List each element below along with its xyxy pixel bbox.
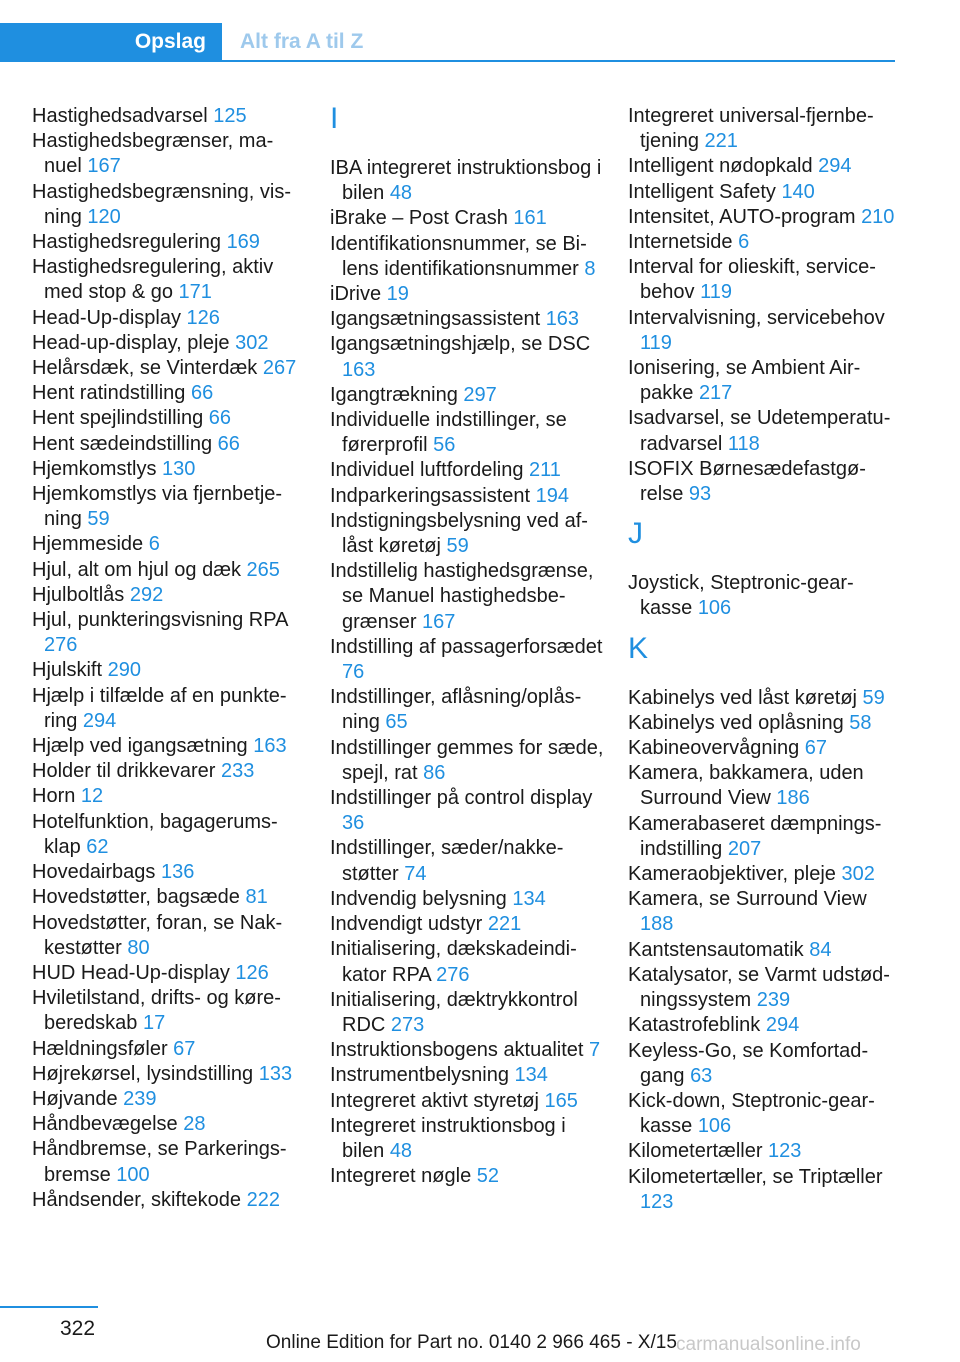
index-entry: [330, 282, 605, 307]
index-entry: [32, 104, 302, 129]
entry-text: Katalysator, se Varmt udstødningssystem: [628, 963, 890, 1012]
entry-text: Hjælp i tilfælde af en punktering: [32, 684, 287, 732]
page-link[interactable]: 76: [342, 661, 365, 684]
index-entry: [628, 571, 898, 621]
entry-text: Hent ratindstilling: [32, 382, 191, 405]
index-entry: [32, 885, 302, 910]
index-entry: [32, 406, 302, 431]
letter-heading-text: I: [330, 102, 339, 135]
entry-text: Indstillinger, sæder/nakkestøtter: [330, 837, 564, 885]
entry-text: Kilometertæller, se Triptæller: [628, 1165, 883, 1188]
page-link[interactable]: 17: [142, 1012, 166, 1035]
page-link[interactable]: 134: [514, 1064, 548, 1087]
entry-text: Håndbremse, se Parkeringsbremse: [32, 1138, 287, 1186]
entry-text: Hjulskift: [32, 659, 108, 682]
entry-text: Hjul, alt om hjul og dæk: [32, 558, 247, 581]
entry-text: Igangtrækning: [330, 383, 464, 406]
entry-text: Kabineovervågning: [628, 737, 805, 760]
page-link[interactable]: 59: [862, 686, 885, 709]
entry-text: Hovedstøtter, foran, se Nakkestøtter: [32, 911, 283, 959]
entry-text: Indstillinger, aflåsning/oplåsning: [330, 686, 582, 734]
index-letter-heading: [628, 519, 898, 571]
index-entry: [628, 1089, 898, 1139]
page-link[interactable]: 59: [446, 535, 469, 558]
page-link[interactable]: 133: [258, 1062, 293, 1085]
page-link[interactable]: 123: [640, 1190, 674, 1213]
index-entry: [330, 786, 605, 836]
entry-text: Head-Up-display: [32, 306, 187, 329]
entry-text: Hent spejlindstilling: [32, 407, 209, 430]
entry-text: iDrive: [330, 283, 387, 306]
page-link[interactable]: 100: [116, 1163, 150, 1186]
entry-text: Højvande: [32, 1087, 124, 1110]
entry-text: Kamera, bakkamera, uden Surround View: [628, 762, 864, 810]
page-link[interactable]: 119: [700, 281, 732, 304]
index-entry: [32, 558, 302, 583]
entry-text: Isadvarsel, se Udetemperaturadvarsel: [628, 407, 891, 455]
index-entry: [330, 635, 605, 685]
index-entry: [330, 685, 605, 735]
index-column-1: [32, 104, 302, 1213]
entry-text: Indparkeringsassistent: [330, 484, 536, 507]
page-link[interactable]: 12: [80, 785, 104, 808]
index-entry: [330, 156, 605, 206]
page-link[interactable]: 294: [818, 155, 852, 178]
index-entry: [330, 937, 605, 987]
index-entry: [32, 1188, 302, 1213]
index-entry: [32, 356, 302, 381]
page-link[interactable]: 65: [385, 711, 408, 734]
entry-text: Intelligent nødopkald: [628, 155, 819, 178]
entry-text: iBrake – Post Crash: [330, 207, 514, 230]
page-link[interactable]: 267: [262, 357, 297, 380]
index-entry: [32, 255, 302, 305]
entry-text: Hastighedsregulering, aktiv med stop & go: [32, 256, 274, 304]
page-link[interactable]: 84: [809, 938, 832, 961]
index-entry: [32, 230, 302, 255]
entry-text: Hjemmeside: [32, 533, 149, 556]
entry-text: Kamera, se Surround View: [628, 888, 867, 911]
header-bar: [0, 0, 960, 62]
index-entry: [330, 836, 605, 886]
page-link[interactable]: 6: [148, 533, 160, 556]
index-entry: [330, 1089, 605, 1114]
page-link[interactable]: 126: [186, 306, 220, 329]
page-link[interactable]: 106: [697, 1115, 732, 1138]
index-entry: [628, 1165, 898, 1215]
page-link[interactable]: 233: [220, 760, 255, 783]
page-link[interactable]: 163: [545, 308, 580, 331]
index-entry: [330, 408, 605, 458]
page-link[interactable]: 169: [226, 231, 260, 254]
index-entry: [628, 255, 898, 305]
tab-alt-fra-a-til-z[interactable]: Alt fra A til Z: [240, 29, 364, 53]
page-link[interactable]: 48: [389, 182, 413, 205]
footer-divider: [0, 1306, 98, 1308]
entry-text: Igangsætningsassistent: [330, 308, 546, 331]
page-link[interactable]: 125: [213, 105, 247, 127]
entry-text: Indstigningsbelysning ved aflåst køretøj: [330, 509, 588, 558]
entry-text: Instrumentbelysning: [330, 1064, 515, 1087]
entry-text: Indstillelig hastighedsgrænse, se Manuel hastighedsbegrænser: [330, 560, 594, 633]
index-entry: [32, 180, 302, 230]
index-entry: [330, 307, 605, 332]
index-entry: [330, 1063, 605, 1088]
page-link[interactable]: 48: [389, 1139, 413, 1162]
page-link[interactable]: 302: [841, 863, 875, 886]
index-entry: [330, 887, 605, 912]
page-link[interactable]: 239: [756, 989, 791, 1012]
entry-text: Hjælp ved igangsætning: [32, 735, 254, 758]
page-link[interactable]: 222: [246, 1188, 280, 1211]
entry-text: Individuelle indstillinger, se førerprofil: [330, 409, 567, 457]
page-link[interactable]: 221: [704, 130, 738, 153]
index-entry: [330, 559, 605, 635]
entry-text: Igangsætningshjælp, se DSC: [330, 333, 591, 356]
entry-text: Intelligent Safety: [628, 180, 782, 203]
page-link[interactable]: 290: [107, 659, 141, 682]
page-link[interactable]: 86: [423, 761, 446, 784]
index-column-3: [628, 104, 898, 1215]
tab-opslag[interactable]: Opslag: [0, 23, 222, 60]
page-link[interactable]: 52: [476, 1165, 499, 1188]
entry-text: Interval for olieskift, servicebehov: [628, 256, 876, 304]
index-entry: [628, 180, 898, 205]
page-link[interactable]: 56: [433, 434, 456, 457]
page-link[interactable]: 276: [44, 634, 78, 657]
entry-text: Indstillinger gemmes for sæde, spejl, rat: [330, 736, 604, 784]
entry-text: Kantstensautomatik: [628, 938, 810, 961]
page-link[interactable]: 188: [640, 913, 674, 936]
entry-text: IBA integreret instruktionsbog i bilen: [330, 157, 602, 205]
entry-text: Integreret nøgle: [330, 1165, 477, 1188]
entry-text: Hviletilstand, drifts- og køreberedskab: [32, 987, 281, 1035]
page-link[interactable]: 67: [804, 737, 828, 760]
entry-text: Indstilling af passagerforsædet: [330, 635, 603, 658]
index-entry: [628, 154, 898, 179]
index-entry: [32, 961, 302, 986]
page-link[interactable]: 171: [178, 281, 212, 304]
page-link[interactable]: 302: [235, 331, 269, 354]
index-entry: [32, 986, 302, 1036]
index-entry: [330, 509, 605, 559]
page-number: 322: [60, 1317, 96, 1340]
entry-text: Hotelfunktion, bagagerumsklap: [32, 810, 278, 858]
index-entry: [32, 684, 302, 734]
index-entry: [32, 306, 302, 331]
page-link[interactable]: 239: [123, 1087, 157, 1110]
index-entry: [330, 206, 605, 231]
page-link[interactable]: 134: [512, 887, 546, 910]
page-link[interactable]: 118: [727, 432, 760, 455]
entry-text: Hastighedsregulering: [32, 231, 227, 254]
page-link[interactable]: 66: [217, 432, 240, 455]
index-entry: [32, 1062, 302, 1087]
page-link[interactable]: 8: [584, 257, 596, 280]
entry-text: Integreret instruktionsbog i bilen: [330, 1114, 566, 1162]
index-entry: [628, 1139, 898, 1164]
letter-heading-text: K: [628, 631, 649, 665]
entry-text: Kamerabaseret dæmpningsindstilling: [628, 812, 882, 860]
page-link[interactable]: 211: [529, 459, 561, 482]
index-entry: [628, 356, 898, 406]
entry-text: Hastighedsadvarsel: [32, 105, 214, 127]
entry-text: Katastrofeblink: [628, 1014, 766, 1037]
entry-text: Integreret aktivt styretøj: [330, 1089, 545, 1112]
index-entry: [628, 230, 898, 255]
edition-text: Online Edition for Part no. 0140 2 966 465 - X/15: [266, 1332, 677, 1353]
page-link[interactable]: 210: [861, 205, 895, 228]
page-link[interactable]: 294: [82, 709, 117, 732]
index-column-2: [330, 104, 605, 1189]
index-entry: [628, 938, 898, 963]
page-link[interactable]: 80: [127, 936, 150, 959]
entry-text: Kameraobjektiver, pleje: [628, 863, 842, 886]
entry-text: Hovedstøtter, bagsæde: [32, 886, 246, 909]
page-link[interactable]: 36: [342, 812, 365, 835]
index-entry: [330, 484, 605, 509]
page-link[interactable]: 19: [386, 283, 409, 306]
page-link[interactable]: 7: [589, 1039, 601, 1062]
page-link[interactable]: 28: [183, 1113, 206, 1136]
header-divider: [0, 60, 895, 62]
entry-text: Indvendigt udstyr: [330, 913, 488, 936]
index-letter-heading: [330, 104, 605, 156]
index-entry: [32, 532, 302, 557]
entry-text: Indstillinger på control display: [330, 787, 593, 810]
index-entry: [32, 759, 302, 784]
page-link[interactable]: 163: [253, 735, 287, 758]
entry-text: Keyless-Go, se Komfortadgang: [628, 1039, 869, 1087]
page-link[interactable]: 81: [245, 886, 268, 909]
index-entry: [330, 1038, 605, 1063]
entry-text: Hent sædeindstilling: [32, 432, 218, 455]
entry-text: Initialisering, dæktrykkontrol RDC: [330, 988, 578, 1036]
page-link[interactable]: 186: [776, 787, 810, 810]
index-entry: [330, 232, 605, 282]
index-entry: [32, 1037, 302, 1062]
page-link[interactable]: 93: [688, 483, 712, 506]
index-entry: [330, 383, 605, 408]
entry-text: Kabinelys ved låst køretøj: [628, 686, 863, 709]
entry-text: Integreret universal-fjernbetjening: [628, 105, 874, 153]
entry-text: Kabinelys ved oplåsning: [628, 711, 850, 734]
index-entry: [330, 1114, 605, 1164]
entry-text: HUD Head-Up-display: [32, 961, 236, 984]
entry-text: Head-up-display, pleje: [32, 331, 236, 354]
page-link[interactable]: 276: [436, 963, 470, 986]
index-entry: [628, 406, 898, 456]
index-entry: [330, 912, 605, 937]
index-entry: [628, 205, 898, 230]
index-entry: [628, 736, 898, 761]
index-entry: [628, 457, 898, 507]
entry-text: Internetside: [628, 231, 739, 254]
page-link[interactable]: 67: [173, 1037, 196, 1060]
entry-text: Hjemkomstlys: [32, 457, 163, 480]
index-entry: [32, 1087, 302, 1112]
page-link[interactable]: 126: [235, 961, 269, 984]
watermark: carmanualsonline.info: [676, 1334, 861, 1355]
page-link[interactable]: 106: [697, 597, 732, 620]
page-link[interactable]: 130: [162, 457, 196, 480]
index-entry: [628, 686, 898, 711]
index-entry: [32, 734, 302, 759]
page-link[interactable]: 221: [487, 913, 522, 936]
entry-text: Kilometertæller: [628, 1140, 769, 1163]
entry-text: Hastighedsbegrænsning, visning: [32, 180, 292, 228]
page-link[interactable]: 297: [463, 383, 497, 406]
entry-text: Intervalvisning, servicebehov: [628, 306, 885, 329]
index-entry: [32, 583, 302, 608]
entry-text: Hjulboltlås: [32, 583, 130, 606]
entry-text: Holder til drikkevarer: [32, 760, 221, 783]
index-entry: [330, 736, 605, 786]
page-link[interactable]: 120: [87, 205, 121, 228]
index-entry: [32, 608, 302, 658]
page-link[interactable]: 123: [768, 1140, 802, 1163]
page-link[interactable]: 119: [640, 331, 672, 354]
index-entry: [32, 810, 302, 860]
entry-text: Indvendig belysning: [330, 887, 513, 910]
page-link[interactable]: 59: [87, 508, 110, 531]
entry-text: Kick-down, Steptronic-gearkasse: [628, 1089, 875, 1138]
index-entry: [628, 711, 898, 736]
entry-text: Hovedairbags: [32, 861, 161, 884]
entry-text: Hastighedsbegrænser, manuel: [32, 130, 274, 178]
page-link[interactable]: 194: [535, 484, 570, 507]
index-entry: [32, 482, 302, 532]
index-entry: [32, 432, 302, 457]
page-link[interactable]: 74: [404, 862, 427, 885]
page-link[interactable]: 163: [342, 358, 376, 381]
page-link[interactable]: 167: [422, 610, 456, 633]
index-entry: [628, 812, 898, 862]
index-entry: [330, 1164, 605, 1189]
entry-text: Ionisering, se Ambient Air-pakke: [628, 357, 861, 405]
index-entry: [628, 1039, 898, 1089]
page-link[interactable]: 292: [129, 583, 164, 606]
index-entry: [32, 1137, 302, 1187]
page-link[interactable]: 136: [160, 861, 195, 884]
entry-text: Hjul, punkteringsvisning RPA: [32, 609, 288, 632]
index-letter-heading: [628, 631, 898, 686]
index-entry: [32, 658, 302, 683]
letter-heading-text: J: [628, 517, 643, 551]
page-link[interactable]: 62: [86, 835, 109, 858]
entry-text: Hjemkomstlys via fjernbetjening: [32, 483, 283, 531]
entry-text: Horn: [32, 785, 81, 808]
index-entry: [330, 988, 605, 1038]
index-entry: [32, 129, 302, 179]
page-link[interactable]: 207: [727, 837, 762, 860]
page-link[interactable]: 66: [208, 407, 232, 430]
entry-text: Instruktionsbogens aktualitet: [330, 1039, 590, 1062]
entry-text: Intensitet, AUTO-program: [628, 205, 862, 228]
page-link[interactable]: 66: [190, 382, 214, 405]
index-entry: [32, 860, 302, 885]
index-entry: [32, 911, 302, 961]
index-entry: [628, 1013, 898, 1038]
page-link[interactable]: 140: [781, 180, 815, 203]
index-entry: [628, 104, 898, 154]
index-entry: [628, 862, 898, 887]
index-entry: [32, 784, 302, 809]
index-entry: [628, 887, 898, 937]
entry-text: Individuel luftfordeling: [330, 459, 530, 482]
entry-text: Initialisering, dækskadeindikator RPA: [330, 938, 577, 986]
index-entry: [628, 761, 898, 811]
entry-text: Identifikationsnummer, se Bilens identifikationsnummer: [330, 232, 587, 280]
page-link[interactable]: 294: [765, 1014, 800, 1037]
page-link[interactable]: 273: [390, 1013, 425, 1036]
entry-text: ISOFIX Børnesædefastgørelse: [628, 457, 866, 506]
page-link[interactable]: 265: [246, 558, 280, 581]
page-link[interactable]: 63: [690, 1064, 713, 1087]
entry-text: Helårsdæk, se Vinterdæk: [32, 357, 263, 380]
index-entry: [32, 1112, 302, 1137]
index-entry: [330, 332, 605, 382]
entry-text: Joystick, Steptronic-gearkasse: [628, 572, 854, 620]
index-entry: [330, 458, 605, 483]
index-entry: [628, 306, 898, 356]
entry-text: Håndsender, skiftekode: [32, 1188, 247, 1211]
page-link[interactable]: 161: [513, 207, 547, 230]
entry-text: Hældningsføler: [32, 1037, 174, 1060]
entry-text: Højrekørsel, lysindstilling: [32, 1062, 259, 1085]
page-link[interactable]: 165: [544, 1089, 578, 1112]
entry-text: Håndbevægelse: [32, 1113, 184, 1136]
index-entry: [32, 457, 302, 482]
page-link[interactable]: 6: [738, 231, 750, 254]
index-entry: [32, 381, 302, 406]
index-entry: [32, 331, 302, 356]
index-entry: [628, 963, 898, 1013]
page-link[interactable]: 217: [698, 382, 733, 405]
page-link[interactable]: 58: [849, 711, 872, 734]
page-link[interactable]: 167: [87, 155, 121, 178]
